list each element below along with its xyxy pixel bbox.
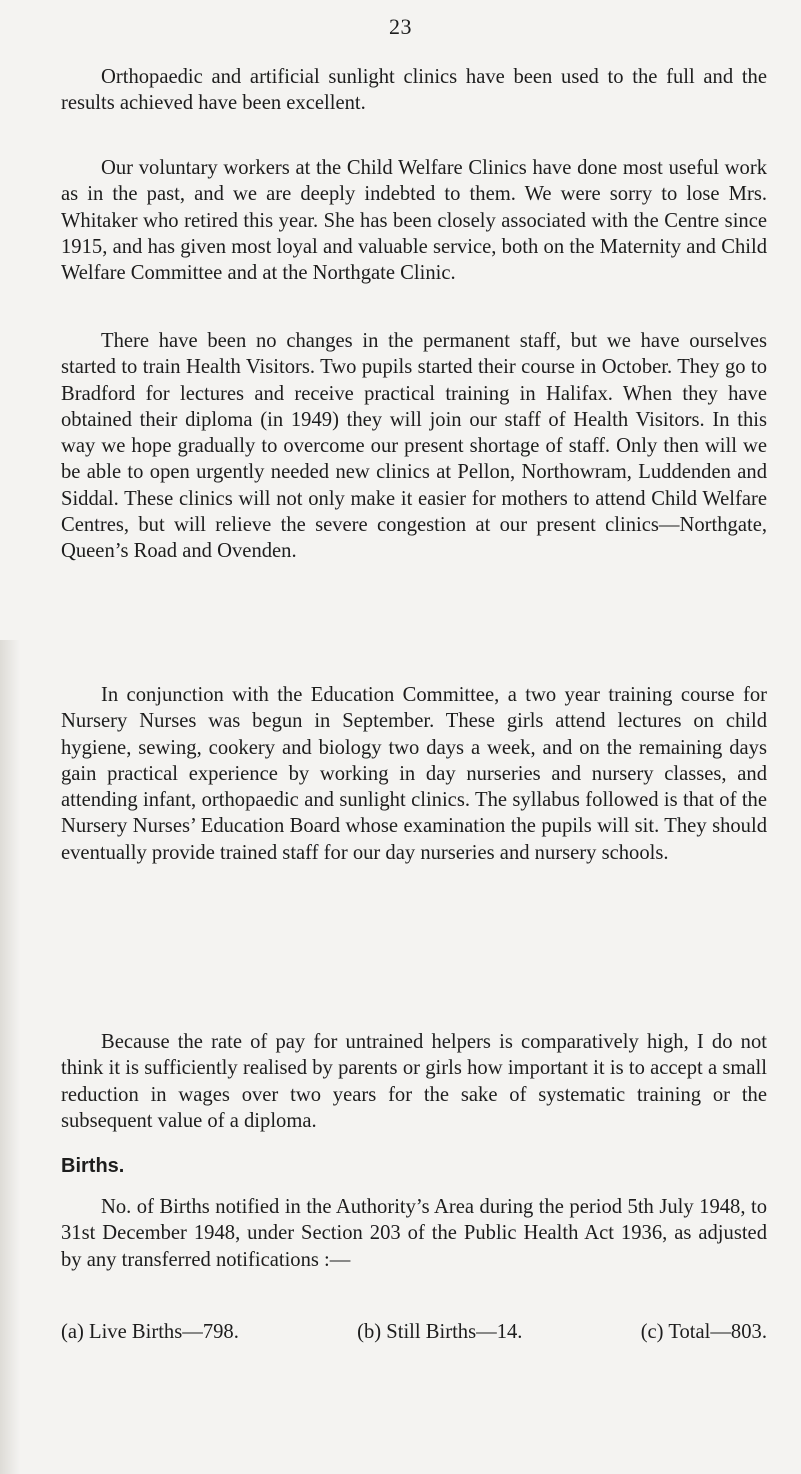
binding-shadow bbox=[0, 640, 20, 1474]
births-figures bbox=[61, 1319, 767, 1345]
page-number: 23 bbox=[389, 14, 412, 39]
paragraph-births-notified: No. of Births notified in the Authority’s Area during the period 5th July 1948, to 31st December 1948, under Section 203 of the Public Health Act 1936, as adjusted by any transferred notifications :— bbox=[61, 1196, 767, 1271]
paragraph-orthopaedic-clinics: Orthopaedic and artificial sunlight clinics have been used to the full and the results achieved have been excellent. bbox=[61, 66, 767, 115]
paragraph-untrained-helpers-pay: Because the rate of pay for untrained helpers is comparatively high, I do not think it is sufficiently realised by parents or girls how important it is to accept a small reduction in wages over two years for the sake of systematic training or the subsequent value of a diploma. bbox=[61, 1031, 767, 1132]
total-births-figure: (c) Total—803. bbox=[640, 1321, 767, 1343]
paragraph-nursery-nurses-course: In conjunction with the Education Committee, a two year training course for Nursery Nurses was begun in September. These girls attend lectures on child hygiene, sewing, cookery and biology two days a week, and on the remaining days gain practical experience by working in day nurseries and nursery classes, and attending infant, orthopaedic and sunlight clinics. The syllabus followed is that of the Nursery Nurses’ Education Board whose examination the pupils will sit. They should eventually provide trained staff for our day nurseries and nursery schools. bbox=[61, 684, 767, 864]
paragraph-staff-training: There have been no changes in the permanent staff, but we have ourselves started to train Health Visitors. Two pupils started their course in October. They go to Bradford for lectures and receive practical training in Halifax. When they have obtained their diploma (in 1949) they will join our staff of Health Visitors. In this way we hope gradually to overcome our present shortage of staff. Only then will we be able to open urgently needed new clinics at Pellon, Northowram, Luddenden and Siddal. These clinics will not only make it easier for mothers to attend Child Welfare Centres, but will relieve the severe congestion at our present clinics—Northgate, Queen’s Road and Ovenden. bbox=[61, 330, 767, 563]
section-heading-births: Births. bbox=[61, 1155, 125, 1177]
still-births-figure: (b) Still Births—14. bbox=[357, 1321, 523, 1343]
paragraph-voluntary-workers: Our voluntary workers at the Child Welfare Clinics have done most useful work as in the past, and we are deeply indebted to them. We were sorry to lose Mrs. Whitaker who retired this year. She has been closely associated with the Centre since 1915, and has given most loyal and valuable service, both on the Maternity and Child Welfare Committee and at the Northgate Clinic. bbox=[61, 157, 767, 285]
live-births-figure: (a) Live Births—798. bbox=[61, 1321, 239, 1343]
